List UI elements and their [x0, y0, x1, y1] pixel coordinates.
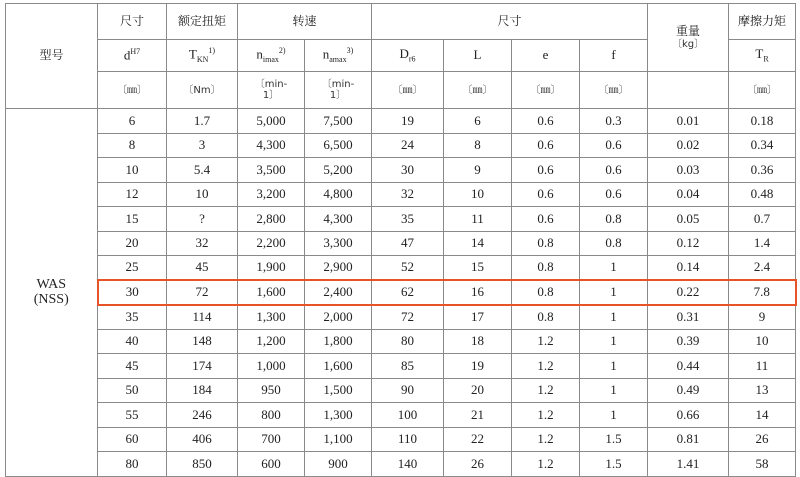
cell-namax: 2,400 — [305, 280, 372, 305]
table-row — [6, 256, 796, 281]
cell-f: 1.5 — [580, 427, 648, 452]
cell-namax: 1,300 — [305, 403, 372, 428]
cell-namax: 900 — [305, 452, 372, 477]
symbol-tkn-sub: KN — [196, 54, 209, 64]
unit-namax-line1: 〔min- — [321, 79, 355, 90]
cell-dr6: 24 — [372, 133, 444, 158]
cell-namax: 3,300 — [305, 231, 372, 256]
cell-dr6: 47 — [372, 231, 444, 256]
cell-tr: 2.4 — [729, 256, 796, 281]
unit-namax-line2: 1〕 — [329, 90, 347, 101]
symbol-namax — [305, 40, 372, 72]
cell-l: 20 — [444, 378, 512, 403]
symbol-tr — [729, 40, 796, 72]
cell-nimax: 2,200 — [238, 231, 305, 256]
cell-namax: 1,100 — [305, 427, 372, 452]
cell-e: 0.6 — [512, 109, 580, 134]
cell-tr: 0.7 — [729, 207, 796, 232]
cell-e: 1.2 — [512, 403, 580, 428]
cell-weight: 0.01 — [648, 109, 729, 134]
cell-d: 10 — [98, 158, 167, 183]
unit-tkn: 〔Nm〕 — [167, 72, 238, 109]
cell-tkn: 184 — [167, 378, 238, 403]
cell-l: 9 — [444, 158, 512, 183]
cell-weight: 0.22 — [648, 280, 729, 305]
size-header: 尺寸 — [98, 4, 167, 40]
cell-nimax: 800 — [238, 403, 305, 428]
cell-f: 0.6 — [580, 182, 648, 207]
cell-tr: 11 — [729, 354, 796, 379]
cell-tkn: 174 — [167, 354, 238, 379]
model-header: 型号 — [6, 4, 98, 109]
cell-weight: 0.81 — [648, 427, 729, 452]
cell-d: 15 — [98, 207, 167, 232]
cell-weight: 0.66 — [648, 403, 729, 428]
cell-dr6: 140 — [372, 452, 444, 477]
cell-l: 14 — [444, 231, 512, 256]
cell-dr6: 80 — [372, 329, 444, 354]
cell-f: 0.6 — [580, 133, 648, 158]
cell-d: 80 — [98, 452, 167, 477]
cell-nimax: 5,000 — [238, 109, 305, 134]
friction-header: 摩擦力矩 — [729, 4, 796, 40]
cell-d: 50 — [98, 378, 167, 403]
cell-f: 1 — [580, 305, 648, 330]
cell-weight: 0.39 — [648, 329, 729, 354]
cell-tkn: 72 — [167, 280, 238, 305]
cell-f: 0.6 — [580, 158, 648, 183]
cell-e: 0.6 — [512, 158, 580, 183]
cell-dr6: 72 — [372, 305, 444, 330]
cell-e: 0.8 — [512, 256, 580, 281]
cell-tkn: 45 — [167, 256, 238, 281]
cell-dr6: 62 — [372, 280, 444, 305]
cell-l: 21 — [444, 403, 512, 428]
cell-weight: 1.41 — [648, 452, 729, 477]
cell-f: 1 — [580, 378, 648, 403]
cell-l: 16 — [444, 280, 512, 305]
cell-l: 10 — [444, 182, 512, 207]
cell-l: 8 — [444, 133, 512, 158]
cell-tr: 0.36 — [729, 158, 796, 183]
cell-e: 1.2 — [512, 427, 580, 452]
cell-namax: 1,800 — [305, 329, 372, 354]
cell-d: 8 — [98, 133, 167, 158]
unit-l: 〔㎜〕 — [444, 72, 512, 109]
table-row — [6, 109, 796, 134]
symbol-dr6-sub: r6 — [408, 54, 416, 64]
cell-weight: 0.03 — [648, 158, 729, 183]
model-name: WAS — [36, 276, 67, 292]
symbol-nimax-sub: imax — [262, 54, 279, 64]
cell-d: 20 — [98, 231, 167, 256]
cell-f: 1 — [580, 256, 648, 281]
cell-weight: 0.02 — [648, 133, 729, 158]
symbol-tkn — [167, 40, 238, 72]
cell-nimax: 600 — [238, 452, 305, 477]
cell-dr6: 90 — [372, 378, 444, 403]
cell-nimax: 1,000 — [238, 354, 305, 379]
model-name-alt: (NSS) — [33, 292, 69, 308]
cell-e: 0.6 — [512, 207, 580, 232]
symbol-namax-sub: amax — [329, 54, 347, 64]
symbol-d — [98, 40, 167, 72]
table-row — [6, 133, 796, 158]
table-row — [6, 231, 796, 256]
unit-weight-empty — [648, 72, 729, 109]
cell-weight: 0.04 — [648, 182, 729, 207]
torque-header: 额定扭矩 — [167, 4, 238, 40]
cell-tr: 7.8 — [729, 280, 796, 305]
table-row — [6, 207, 796, 232]
cell-e: 0.8 — [512, 305, 580, 330]
symbol-nimax-text: n — [256, 45, 263, 61]
unit-nimax-line2: 1〕 — [262, 90, 280, 101]
cell-tr: 26 — [729, 427, 796, 452]
cell-tr: 1.4 — [729, 231, 796, 256]
cell-f: 1 — [580, 403, 648, 428]
cell-f: 0.8 — [580, 231, 648, 256]
cell-namax: 4,800 — [305, 182, 372, 207]
cell-dr6: 110 — [372, 427, 444, 452]
cell-tkn: 148 — [167, 329, 238, 354]
symbol-e: e — [512, 40, 580, 72]
header-row-3 — [6, 72, 796, 109]
cell-tkn: 1.7 — [167, 109, 238, 134]
cell-l: 15 — [444, 256, 512, 281]
cell-e: 1.2 — [512, 354, 580, 379]
cell-dr6: 85 — [372, 354, 444, 379]
cell-e: 0.6 — [512, 182, 580, 207]
cell-d: 45 — [98, 354, 167, 379]
cell-l: 17 — [444, 305, 512, 330]
header-row-1 — [6, 4, 796, 40]
weight-unit: 〔kg〕 — [671, 38, 705, 50]
cell-tkn: 850 — [167, 452, 238, 477]
cell-f: 1 — [580, 354, 648, 379]
table-row — [6, 280, 796, 305]
cell-l: 11 — [444, 207, 512, 232]
cell-namax: 4,300 — [305, 207, 372, 232]
cell-dr6: 30 — [372, 158, 444, 183]
cell-e: 1.2 — [512, 378, 580, 403]
cell-e: 1.2 — [512, 329, 580, 354]
symbol-tkn-text: T — [188, 45, 197, 61]
symbol-dr6 — [372, 40, 444, 72]
unit-tr: 〔㎜〕 — [729, 72, 796, 109]
weight-header — [648, 4, 729, 72]
cell-dr6: 100 — [372, 403, 444, 428]
cell-f: 1 — [580, 329, 648, 354]
cell-e: 0.8 — [512, 280, 580, 305]
cell-weight: 0.05 — [648, 207, 729, 232]
symbol-f: f — [580, 40, 648, 72]
cell-tr: 58 — [729, 452, 796, 477]
unit-nimax-line1: 〔min- — [254, 79, 288, 90]
cell-weight: 0.12 — [648, 231, 729, 256]
cell-nimax: 1,900 — [238, 256, 305, 281]
cell-nimax: 3,200 — [238, 182, 305, 207]
cell-f: 1.5 — [580, 452, 648, 477]
cell-nimax: 4,300 — [238, 133, 305, 158]
symbol-namax-text: n — [322, 45, 330, 61]
cell-tr: 14 — [729, 403, 796, 428]
cell-tr: 0.48 — [729, 182, 796, 207]
cell-d: 40 — [98, 329, 167, 354]
cell-namax: 1,600 — [305, 354, 372, 379]
cell-d: 55 — [98, 403, 167, 428]
cell-nimax: 1,600 — [238, 280, 305, 305]
symbol-d-sup: H7 — [130, 47, 141, 57]
cell-l: 18 — [444, 329, 512, 354]
cell-dr6: 19 — [372, 109, 444, 134]
cell-tr: 0.34 — [729, 133, 796, 158]
cell-d: 12 — [98, 182, 167, 207]
cell-namax: 7,500 — [305, 109, 372, 134]
cell-weight: 0.14 — [648, 256, 729, 281]
unit-dr6: 〔㎜〕 — [372, 72, 444, 109]
cell-d: 35 — [98, 305, 167, 330]
cell-tkn: 406 — [167, 427, 238, 452]
table-row — [6, 354, 796, 379]
cell-tkn: 5.4 — [167, 158, 238, 183]
cell-nimax: 1,200 — [238, 329, 305, 354]
table-row — [6, 403, 796, 428]
table-row — [6, 378, 796, 403]
cell-namax: 2,900 — [305, 256, 372, 281]
cell-dr6: 52 — [372, 256, 444, 281]
cell-tr: 0.18 — [729, 109, 796, 134]
weight-label: 重量 — [676, 24, 701, 39]
cell-e: 0.8 — [512, 231, 580, 256]
cell-d: 30 — [98, 280, 167, 305]
symbol-tr-sub: R — [763, 54, 769, 64]
cell-tkn: 3 — [167, 133, 238, 158]
unit-e: 〔㎜〕 — [512, 72, 580, 109]
cell-tkn: ? — [167, 207, 238, 232]
cell-tr: 10 — [729, 329, 796, 354]
dimensions-header: 尺寸 — [372, 4, 648, 40]
cell-d: 60 — [98, 427, 167, 452]
cell-weight: 0.49 — [648, 378, 729, 403]
cell-tkn: 10 — [167, 182, 238, 207]
symbol-dr6-text: D — [399, 45, 409, 61]
cell-nimax: 3,500 — [238, 158, 305, 183]
unit-f: 〔㎜〕 — [580, 72, 648, 109]
symbol-nimax — [238, 40, 305, 72]
table-row — [6, 158, 796, 183]
unit-d: 〔㎜〕 — [98, 72, 167, 109]
speed-header: 转速 — [238, 4, 372, 40]
symbol-namax-sup: 3) — [346, 45, 354, 55]
model-name-cell — [6, 109, 98, 477]
cell-nimax: 1,300 — [238, 305, 305, 330]
table-row — [6, 329, 796, 354]
cell-e: 0.6 — [512, 133, 580, 158]
cell-f: 1 — [580, 280, 648, 305]
table-row — [6, 452, 796, 477]
cell-tkn: 32 — [167, 231, 238, 256]
symbol-nimax-sup: 2) — [278, 45, 286, 55]
spec-table — [5, 3, 797, 477]
cell-f: 0.3 — [580, 109, 648, 134]
cell-l: 26 — [444, 452, 512, 477]
cell-namax: 1,500 — [305, 378, 372, 403]
cell-tkn: 246 — [167, 403, 238, 428]
cell-tr: 9 — [729, 305, 796, 330]
cell-l: 6 — [444, 109, 512, 134]
cell-namax: 5,200 — [305, 158, 372, 183]
unit-nimax — [238, 72, 305, 109]
cell-nimax: 700 — [238, 427, 305, 452]
cell-weight: 0.31 — [648, 305, 729, 330]
cell-dr6: 35 — [372, 207, 444, 232]
table-row — [6, 427, 796, 452]
cell-l: 19 — [444, 354, 512, 379]
cell-dr6: 32 — [372, 182, 444, 207]
table-row — [6, 182, 796, 207]
symbol-l: L — [444, 40, 512, 72]
cell-e: 1.2 — [512, 452, 580, 477]
cell-namax: 2,000 — [305, 305, 372, 330]
cell-f: 0.8 — [580, 207, 648, 232]
unit-namax — [305, 72, 372, 109]
table-row — [6, 305, 796, 330]
cell-nimax: 950 — [238, 378, 305, 403]
cell-namax: 6,500 — [305, 133, 372, 158]
cell-d: 25 — [98, 256, 167, 281]
symbol-tr-text: T — [755, 45, 764, 61]
cell-nimax: 2,800 — [238, 207, 305, 232]
cell-tr: 13 — [729, 378, 796, 403]
symbol-tkn-sup: 1) — [208, 45, 216, 55]
cell-weight: 0.44 — [648, 354, 729, 379]
cell-d: 6 — [98, 109, 167, 134]
cell-l: 22 — [444, 427, 512, 452]
symbol-d-text: d — [123, 47, 131, 63]
cell-tkn: 114 — [167, 305, 238, 330]
